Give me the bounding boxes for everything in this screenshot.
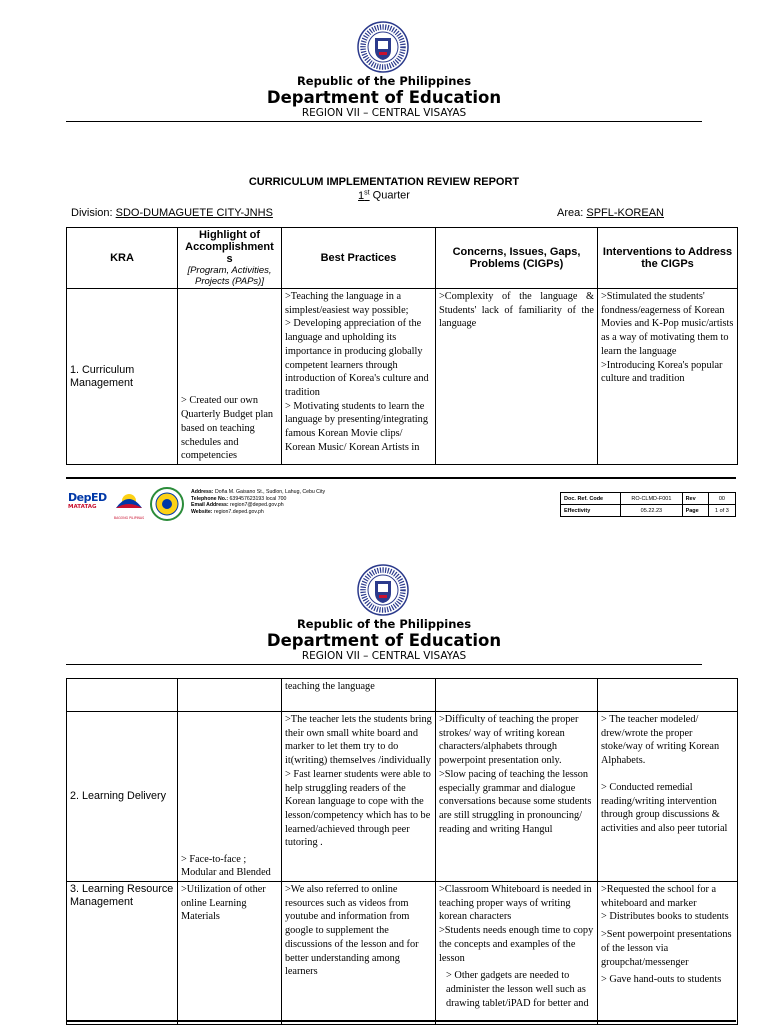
- row1-cont-best-practices: teaching the language: [282, 679, 436, 712]
- report-title: CURRICULUM IMPLEMENTATION REVIEW REPORT: [248, 176, 520, 188]
- row3-interventions: [598, 882, 738, 1025]
- row1-interventions: [598, 289, 738, 465]
- rev-value: 00: [708, 493, 735, 505]
- row1-best-item: > Developing appreciation of the language and upholding its importance in producing globally competent learners through introduction of Korea's culture and tradition: [285, 318, 429, 398]
- row2-kra: 2. Learning Delivery: [67, 712, 178, 882]
- website-value: region7.deped.gov.ph: [213, 508, 264, 515]
- row3-concern-item: > Other gadgets are needed to administer the lesson well such as drawing tablet/iPAD for better and: [446, 970, 589, 1009]
- row1-best-practices: [282, 289, 436, 465]
- row3-concerns: [436, 882, 598, 1025]
- quarter-word: Quarter: [372, 189, 410, 202]
- contact-block: [191, 489, 325, 515]
- row2-best-practices: [282, 712, 436, 882]
- area-label: Area:: [557, 207, 584, 219]
- row2-best-item: > Fast learner students were able to help struggling readers of the Korean language to cope with the lesson/competency which has to be learned/achieved through peer tutoring .: [285, 768, 431, 849]
- row2-concern-item: >Difficulty of teaching the proper strokes/ way of writing korean characters/alphabets through powerpoint presentation only.: [439, 714, 579, 767]
- cir-table-page2: [66, 678, 738, 1025]
- row3-intervention-item: > Distributes books to students: [601, 911, 729, 923]
- row3-intervention-item: > Gave hand-outs to students: [601, 974, 722, 986]
- header-highlight-sub: [Program, Activities, Projects (PAPs)]: [187, 265, 272, 287]
- row1-cont-kra: [67, 679, 178, 712]
- deped-logo-text: DepED: [68, 491, 107, 504]
- row2-intervention-item: > The teacher modeled/ drew/wrote the proper stoke/way of writing Korean Alphabets.: [601, 714, 720, 767]
- region-label: REGION VII – CENTRAL VISAYAS: [301, 650, 467, 662]
- division-value: SDO-DUMAGUETE CITY-JNHS: [115, 207, 273, 219]
- department-title: Department of Education: [266, 631, 502, 650]
- quarter-suffix: st: [364, 189, 370, 196]
- page-value: 1 of 3: [708, 505, 735, 517]
- republic-label: Republic of the Philippines: [296, 74, 472, 88]
- row3-highlight: >Utilization of other online Learning Materials: [178, 882, 282, 1025]
- row2-intervention-item: > Conducted remedial reading/writing intervention through group discussions & activities and also peer tutorial: [601, 781, 728, 834]
- address-label: Address:: [191, 489, 214, 495]
- row3-concern-item: >Students needs enough time to copy the concepts and examples of the lesson: [439, 925, 594, 964]
- deped-matatag-logo: [68, 491, 108, 517]
- department-title: Department of Education: [266, 88, 502, 107]
- row3-kra: 3. Learning Resource Management: [67, 882, 178, 1025]
- row3-intervention-item: >Requested the school for a whiteboard and marker: [601, 884, 717, 909]
- cir-table-page1: [66, 227, 738, 465]
- flag-caption: BAGONG PILIPINAS: [113, 516, 145, 520]
- header-best-practices: Best Practices: [282, 228, 436, 289]
- row1-cont-interventions: [598, 679, 738, 712]
- row2-best-item: >The teacher lets the students bring their own small white board and marker to let them try to do it(writing) themselves /individually: [285, 714, 432, 767]
- footer-divider: [66, 1020, 736, 1022]
- doc-ref-table: [560, 492, 736, 517]
- doc-ref-code-value: RO-CLMD-F001: [621, 493, 682, 505]
- deped-seal-icon: [357, 564, 409, 616]
- row1-highlight: > Created our own Quarterly Budget plan based on teaching schedules and competencies: [178, 289, 282, 465]
- header-kra: KRA: [67, 228, 178, 289]
- row1-concerns: >Complexity of the language & Students' lack of familiarity of the language: [436, 289, 598, 465]
- phone-label: Telephone No.:: [191, 495, 229, 502]
- area-value: SPFL-KOREAN: [586, 207, 664, 219]
- region-vii-seal-icon: [148, 486, 186, 522]
- row1-kra: 1. Curriculum Management: [67, 289, 178, 465]
- row1-best-item: >Teaching the language in a simplest/easiest way possible;: [285, 291, 409, 316]
- bagong-pilipinas-icon: [110, 486, 148, 522]
- row3-best-practices: >We also referred to online resources such as videos from youtube and information from google to supplement the discussions of the lesson and for better understanding among learners: [282, 882, 436, 1025]
- division-field: [71, 207, 273, 219]
- header-highlight: Highlight of Accomplishment s [Program, Activities, Projects (PAPs)]: [178, 228, 282, 289]
- effectivity-label: Effectivity: [561, 505, 621, 517]
- address-value: Doña M. Gaisano St., Sudlon, Lahug, Cebu City: [214, 489, 326, 495]
- row3-concern-item: >Classroom Whiteboard is needed in teaching proper ways of writing korean characters: [439, 884, 592, 923]
- area-field: [557, 207, 664, 219]
- footer-divider: [66, 477, 736, 479]
- row1-best-item: > Motivating students to learn the language by presenting/integrating famous Korean Movie clips/ Korean Music/ Korean Artists in: [285, 400, 428, 453]
- row2-highlight: > Face-to-face ; Modular and Blended: [178, 712, 282, 882]
- page-label: Page: [682, 505, 708, 517]
- header-concerns: Concerns, Issues, Gaps, Problems (CIGPs): [436, 228, 598, 289]
- deped-seal-icon: [357, 21, 409, 73]
- header-divider: [66, 664, 702, 665]
- row2-interventions: [598, 712, 738, 882]
- quarter-label: [0, 189, 768, 202]
- row1-cont-concerns: [436, 679, 598, 712]
- row2-concerns: [436, 712, 598, 882]
- website-label: Website:: [191, 508, 213, 515]
- email-value: region7@deped.gov.ph: [230, 502, 284, 509]
- phone-value: 639457623193 local 700: [229, 495, 287, 502]
- row1-intervention-item: >Introducing Korea's popular culture and tradition: [601, 359, 723, 385]
- region-label: REGION VII – CENTRAL VISAYAS: [301, 107, 467, 119]
- header-interventions: Interventions to Address the CIGPs: [598, 228, 738, 289]
- row2-concern-item: >Slow pacing of teaching the lesson especially grammar and dialogue conversations because some students are still struggling in pronouncing/ reading and writing Hangul: [439, 768, 592, 835]
- effectivity-value: 05.22.23: [621, 505, 682, 517]
- quarter-number: 1: [358, 189, 365, 202]
- email-label: Email Address:: [191, 502, 229, 509]
- row1-cont-highlight: [178, 679, 282, 712]
- rev-label: Rev: [682, 493, 708, 505]
- doc-ref-code-label: Doc. Ref. Code: [561, 493, 621, 505]
- row3-intervention-item: >Sent powerpoint presentations of the lesson via groupchat/messenger: [601, 929, 732, 968]
- row1-intervention-item: >Stimulated the students' fondness/eagerness of Korean Movies and K-Pop music/artists as a way of motivating them to learn the language: [601, 291, 734, 357]
- matatag-logo-text: MATATAG: [68, 504, 97, 510]
- header-divider: [66, 121, 702, 122]
- republic-label: Republic of the Philippines: [296, 617, 472, 631]
- division-label: Division:: [71, 207, 113, 219]
